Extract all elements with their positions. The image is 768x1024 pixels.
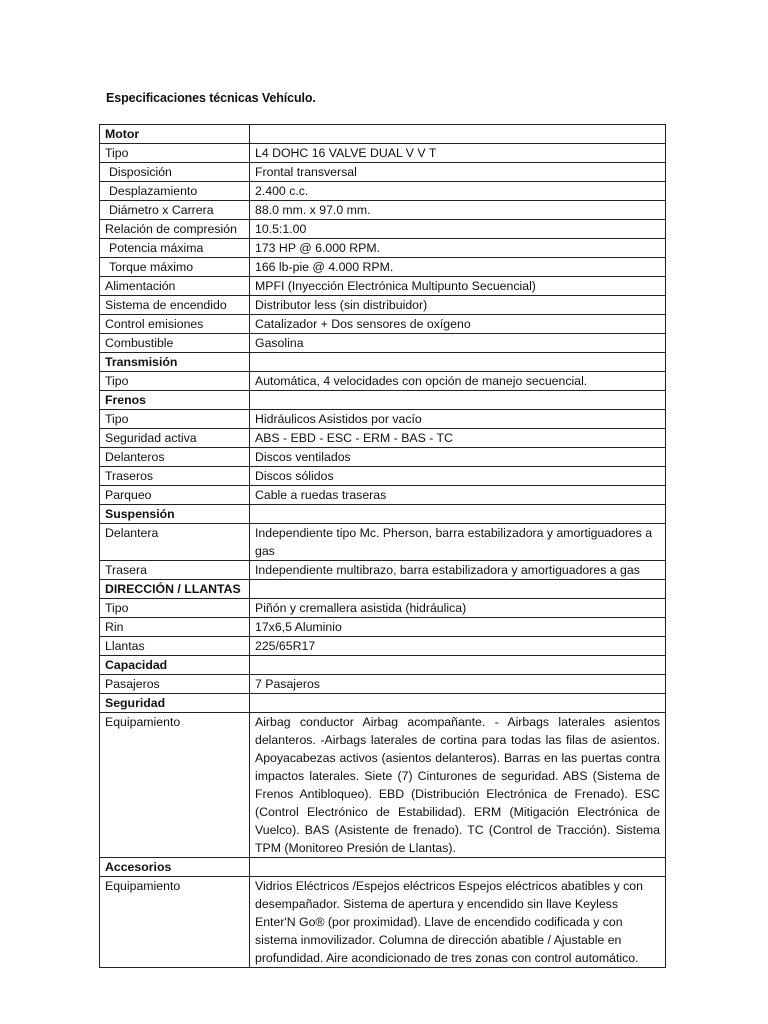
spec-value: MPFI (Inyección Electrónica Multipunto Secuencial) xyxy=(250,277,666,296)
spec-row xyxy=(100,163,666,182)
spec-value xyxy=(250,505,666,524)
spec-label: Tipo xyxy=(100,410,250,429)
spec-row xyxy=(100,675,666,694)
section-title: DIRECCIÓN / LLANTAS xyxy=(100,580,250,599)
spec-value xyxy=(250,353,666,372)
spec-label: Llantas xyxy=(100,637,250,656)
spec-row xyxy=(100,877,666,968)
spec-value: 17x6,5 Aluminio xyxy=(250,618,666,637)
spec-row xyxy=(100,467,666,486)
spec-table-body xyxy=(100,125,666,968)
spec-value xyxy=(250,391,666,410)
spec-label: Trasera xyxy=(100,561,250,580)
section-header-row xyxy=(100,580,666,599)
spec-value xyxy=(250,858,666,877)
spec-value: Frontal transversal xyxy=(250,163,666,182)
spec-value: 7 Pasajeros xyxy=(250,675,666,694)
spec-row xyxy=(100,486,666,505)
spec-value: Gasolina xyxy=(250,334,666,353)
spec-row xyxy=(100,561,666,580)
spec-value: Hidráulicos Asistidos por vacío xyxy=(250,410,666,429)
spec-value: L4 DOHC 16 VALVE DUAL V V T xyxy=(250,144,666,163)
spec-row xyxy=(100,296,666,315)
section-title: Motor xyxy=(100,125,250,144)
spec-value: Independiente tipo Mc. Pherson, barra estabilizadora y amortiguadores a gas xyxy=(250,524,666,561)
spec-value: Piñón y cremallera asistida (hidráulica) xyxy=(250,599,666,618)
spec-value xyxy=(250,125,666,144)
section-header-row xyxy=(100,858,666,877)
spec-row xyxy=(100,599,666,618)
spec-value: Independiente multibrazo, barra estabilizadora y amortiguadores a gas xyxy=(250,561,666,580)
spec-value: Discos ventilados xyxy=(250,448,666,467)
spec-row xyxy=(100,144,666,163)
spec-row xyxy=(100,201,666,220)
section-title: Capacidad xyxy=(100,656,250,675)
spec-row xyxy=(100,372,666,391)
spec-label: Control emisiones xyxy=(100,315,250,334)
spec-value: Automática, 4 velocidades con opción de manejo secuencial. xyxy=(250,372,666,391)
spec-row xyxy=(100,315,666,334)
section-header-row xyxy=(100,656,666,675)
spec-value xyxy=(250,656,666,675)
spec-row xyxy=(100,429,666,448)
spec-label: Torque máximo xyxy=(100,258,250,277)
spec-row xyxy=(100,448,666,467)
spec-label: Seguridad activa xyxy=(100,429,250,448)
section-header-row xyxy=(100,353,666,372)
spec-value xyxy=(250,694,666,713)
spec-label: Delanteros xyxy=(100,448,250,467)
spec-label: Delantera xyxy=(100,524,250,561)
spec-label: Tipo xyxy=(100,599,250,618)
section-title: Transmisión xyxy=(100,353,250,372)
spec-label: Rin xyxy=(100,618,250,637)
spec-row xyxy=(100,713,666,858)
spec-row xyxy=(100,410,666,429)
section-title: Frenos xyxy=(100,391,250,410)
spec-row xyxy=(100,277,666,296)
spec-label: Potencia máxima xyxy=(100,239,250,258)
spec-row xyxy=(100,239,666,258)
spec-value: 173 HP @ 6.000 RPM. xyxy=(250,239,666,258)
spec-value xyxy=(250,580,666,599)
spec-label: Diámetro x Carrera xyxy=(100,201,250,220)
spec-row xyxy=(100,258,666,277)
spec-label: Equipamiento xyxy=(100,877,250,968)
spec-label: Combustible xyxy=(100,334,250,353)
spec-row xyxy=(100,334,666,353)
spec-value: ABS - EBD - ESC - ERM - BAS - TC xyxy=(250,429,666,448)
spec-label: Tipo xyxy=(100,372,250,391)
spec-table xyxy=(99,124,666,968)
spec-label: Desplazamiento xyxy=(100,182,250,201)
spec-label: Alimentación xyxy=(100,277,250,296)
spec-value: Distributor less (sin distribuidor) xyxy=(250,296,666,315)
spec-value: Airbag conductor Airbag acompañante. - Airbags laterales asientos delanteros. -Airbags laterales de cortina para todas las filas de asientos. Apoyacabezas activos (asientos delanteros). Barras en las puertas contra impactos laterales. Siete (7) Cinturones de seguridad. ABS (Sistema de Frenos Antibloqueo). EBD (Distribución Electrónica de Frenado). ESC (Control Electrónico de Estabilidad). ERM (Mitigación Electrónica de Vuelco). BAS (Asistente de frenado). TC (Control de Tracción). Sistema TPM (Monitoreo Presión de Llantas). xyxy=(250,713,666,858)
spec-value: 88.0 mm. x 97.0 mm. xyxy=(250,201,666,220)
section-header-row xyxy=(100,694,666,713)
spec-value: 10.5:1.00 xyxy=(250,220,666,239)
spec-label: Relación de compresión xyxy=(100,220,250,239)
spec-row xyxy=(100,182,666,201)
section-title: Accesorios xyxy=(100,858,250,877)
spec-row xyxy=(100,618,666,637)
spec-label: Pasajeros xyxy=(100,675,250,694)
spec-label: Disposición xyxy=(100,163,250,182)
spec-label: Tipo xyxy=(100,144,250,163)
spec-label: Equipamiento xyxy=(100,713,250,858)
section-title: Seguridad xyxy=(100,694,250,713)
spec-value: Discos sólidos xyxy=(250,467,666,486)
spec-value: 225/65R17 xyxy=(250,637,666,656)
spec-row xyxy=(100,220,666,239)
section-header-row xyxy=(100,505,666,524)
spec-value: Catalizador + Dos sensores de oxígeno xyxy=(250,315,666,334)
spec-value: Cable a ruedas traseras xyxy=(250,486,666,505)
spec-value: Vidrios Eléctricos /Espejos eléctricos Espejos eléctricos abatibles y con desempañador. Sistema de apertura y encendido sin llave Keyless Enter'N Go® (por proximidad). Llave de encendido codificada y con sistema inmovilizador. Columna de dirección abatible / Ajustable en profundidad. Aire acondicionado de tres zonas con control automático. xyxy=(250,877,666,968)
spec-label: Sistema de encendido xyxy=(100,296,250,315)
spec-value: 166 lb-pie @ 4.000 RPM. xyxy=(250,258,666,277)
section-title: Suspensión xyxy=(100,505,250,524)
spec-row xyxy=(100,524,666,561)
section-header-row xyxy=(100,391,666,410)
spec-label: Traseros xyxy=(100,467,250,486)
spec-row xyxy=(100,637,666,656)
section-header-row xyxy=(100,125,666,144)
spec-label: Parqueo xyxy=(100,486,250,505)
spec-value: 2.400 c.c. xyxy=(250,182,666,201)
document-title: Especificaciones técnicas Vehículo. xyxy=(106,91,316,105)
